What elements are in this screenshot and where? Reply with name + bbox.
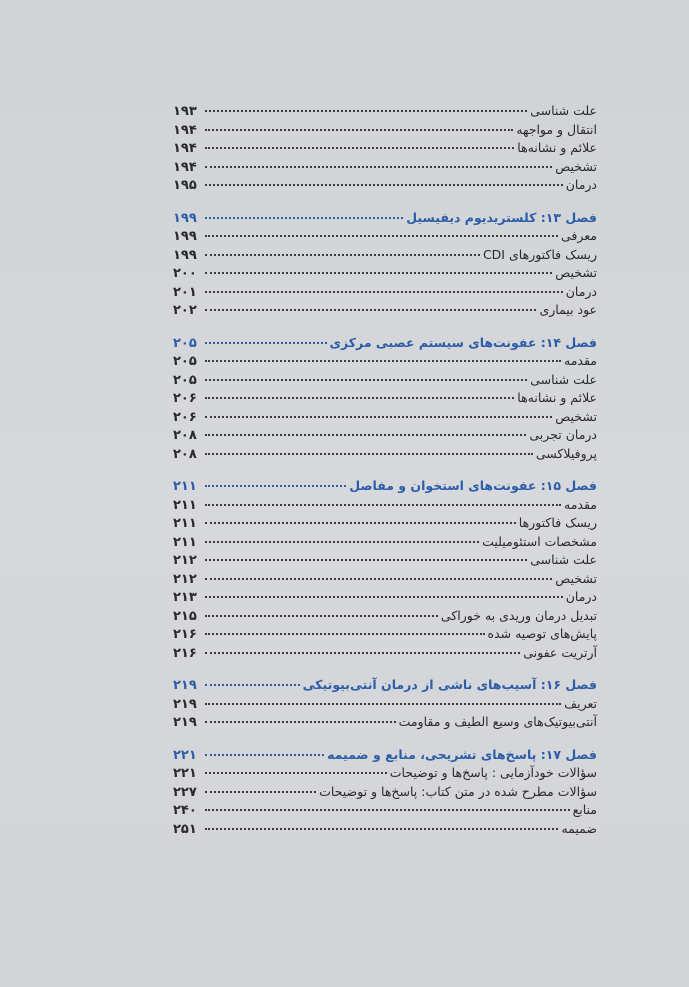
- entry-title: درمان: [565, 283, 597, 299]
- page-number: ۲۱۱: [173, 479, 197, 494]
- page-number: ۲۱۹: [173, 696, 197, 712]
- toc-entry: [173, 607, 597, 626]
- toc-entry: [173, 820, 597, 839]
- page-number: ۲۰۶: [173, 409, 197, 425]
- entry-title: علت شناسی: [530, 371, 597, 387]
- entry-title: سؤالات خودآزمایی : پاسخ‌ها و توضیحات: [389, 765, 597, 780]
- dot-leader: [205, 416, 552, 418]
- dot-leader: [205, 754, 324, 756]
- page-number: ۱۹۹: [173, 210, 197, 226]
- entry-title: پروفیلاکسی: [535, 445, 597, 461]
- page-number: ۲۱۱: [173, 497, 197, 513]
- entry-title: درمان: [565, 589, 597, 604]
- toc-entry: [173, 102, 597, 121]
- page-number: ۲۱۲: [173, 553, 197, 568]
- page-number: ۱۹۴: [173, 159, 197, 175]
- chapter-heading: [173, 746, 597, 765]
- dot-leader: [205, 147, 514, 149]
- chapter-title: فصل ۱۳: کلستریدیوم دیفیسیل: [406, 209, 597, 225]
- entry-title: علت شناسی: [530, 552, 597, 567]
- entry-title: معرفی: [560, 228, 597, 243]
- page-number: ۱۹۵: [173, 178, 197, 193]
- dot-leader: [205, 272, 552, 274]
- dot-leader: [205, 360, 561, 362]
- entry-title: علائم و نشانه‌ها: [517, 140, 597, 155]
- dot-leader: [205, 434, 526, 436]
- entry-title: انتقال و مواجهه: [516, 121, 597, 137]
- dot-leader: [205, 684, 300, 686]
- entry-title: آنتی‌بیوتیک‌های وسیع الطیف و مقاومت: [398, 714, 597, 729]
- toc-entry: [173, 764, 597, 783]
- entry-title: تشخیص: [555, 265, 597, 280]
- toc-section: [173, 209, 597, 320]
- page-number: ۱۹۹: [173, 247, 197, 263]
- toc-entry: [173, 352, 597, 371]
- page-number: ۲۱۹: [173, 678, 197, 693]
- toc-entry: [173, 301, 597, 320]
- chapter-heading: [173, 209, 597, 228]
- entry-title: مقدمه: [564, 496, 597, 512]
- dot-leader: [205, 772, 387, 774]
- dot-leader: [205, 522, 516, 524]
- toc-entry: [173, 408, 597, 427]
- dot-leader: [205, 703, 561, 705]
- page-number: ۲۲۱: [173, 766, 197, 781]
- toc-entry: [173, 227, 597, 246]
- entry-title: ریسک فاکتورهای CDI: [482, 246, 597, 262]
- dot-leader: [205, 652, 520, 654]
- dot-leader: [205, 615, 438, 617]
- toc-entry: [173, 139, 597, 158]
- toc-entry: [173, 246, 597, 265]
- page-number: ۲۲۱: [173, 747, 197, 763]
- dot-leader: [205, 504, 561, 506]
- table-of-contents: [173, 102, 597, 852]
- chapter-title: فصل ۱۷: پاسخ‌های تشریحی، منابع و ضمیمه: [327, 746, 597, 762]
- page-number: ۲۱۶: [173, 627, 197, 642]
- toc-entry: [173, 570, 597, 589]
- toc-section: [173, 334, 597, 464]
- dot-leader: [205, 453, 533, 455]
- page-number: ۱۹۴: [173, 141, 197, 156]
- toc-entry: [173, 695, 597, 714]
- dot-leader: [205, 309, 536, 311]
- page-number: ۲۴۰: [173, 803, 197, 818]
- page-number: ۲۱۱: [173, 516, 197, 531]
- entry-title: منابع: [572, 802, 597, 817]
- entry-title: علائم و نشانه‌ها: [517, 390, 597, 405]
- toc-section: [173, 746, 597, 839]
- entry-title: درمان تجربی: [529, 427, 597, 442]
- page-number: ۲۰۵: [173, 354, 197, 369]
- page-number: ۲۱۱: [173, 534, 197, 550]
- dot-leader: [205, 485, 346, 487]
- dot-leader: [205, 184, 563, 186]
- dot-leader: [205, 397, 514, 399]
- toc-entry: [173, 283, 597, 302]
- dot-leader: [205, 110, 527, 112]
- chapter-heading: [173, 334, 597, 353]
- toc-entry: [173, 514, 597, 533]
- dot-leader: [205, 291, 563, 293]
- toc-entry: [173, 801, 597, 820]
- dot-leader: [205, 809, 570, 811]
- toc-entry: [173, 176, 597, 195]
- toc-entry: [173, 533, 597, 552]
- dot-leader: [205, 596, 563, 598]
- page-number: ۲۱۲: [173, 571, 197, 587]
- dot-leader: [205, 633, 485, 635]
- dot-leader: [205, 828, 558, 830]
- entry-title: مقدمه: [564, 353, 597, 368]
- entry-title: پایش‌های توصیه شده: [487, 626, 597, 641]
- page-number: ۲۱۳: [173, 590, 197, 605]
- toc-entry: [173, 371, 597, 390]
- page-number: ۲۰۲: [173, 303, 197, 318]
- entry-title: عود بیماری: [539, 302, 597, 317]
- toc-entry: [173, 588, 597, 607]
- page-number: ۱۹۳: [173, 104, 197, 119]
- entry-title: تعریف: [564, 695, 597, 711]
- dot-leader: [205, 578, 552, 580]
- dot-leader: [205, 791, 316, 793]
- chapter-title: فصل ۱۶: آسیب‌های ناشی از درمان آنتی‌بیوتیکی: [302, 677, 597, 692]
- dot-leader: [205, 254, 480, 256]
- dot-leader: [205, 166, 552, 168]
- page-number: ۲۱۶: [173, 645, 197, 661]
- dot-leader: [205, 379, 527, 381]
- page-number: ۲۲۷: [173, 784, 197, 800]
- toc-entry: [173, 158, 597, 177]
- page-number: ۲۰۱: [173, 284, 197, 300]
- page-number: ۲۱۵: [173, 608, 197, 624]
- entry-title: علت شناسی: [530, 103, 597, 118]
- entry-title: ضمیمه: [561, 820, 597, 836]
- toc-entry: [173, 551, 597, 570]
- dot-leader: [205, 721, 396, 723]
- toc-entry: [173, 445, 597, 464]
- chapter-heading: [173, 676, 597, 695]
- dot-leader: [205, 235, 558, 237]
- toc-entry: [173, 121, 597, 140]
- toc-entry: [173, 264, 597, 283]
- page-number: ۲۰۶: [173, 391, 197, 406]
- entry-title: ریسک فاکتورها: [518, 515, 597, 530]
- toc-entry: [173, 426, 597, 445]
- entry-title: تشخیص: [555, 158, 597, 174]
- page-number: ۲۱۹: [173, 715, 197, 730]
- entry-title: آرتریت عفونی: [523, 644, 597, 660]
- entry-title: تبدیل درمان وریدی به خوراکی: [440, 607, 597, 623]
- toc-entry: [173, 389, 597, 408]
- entry-title: درمان: [565, 177, 597, 192]
- toc-entry: [173, 713, 597, 732]
- entry-title: تشخیص: [555, 570, 597, 586]
- toc-entry: [173, 783, 597, 802]
- dot-leader: [205, 541, 479, 543]
- chapter-title: فصل ۱۴: عفونت‌های سیستم عصبی مرکزی: [329, 334, 597, 350]
- page-number: ۱۹۴: [173, 122, 197, 138]
- toc-entry: [173, 644, 597, 663]
- dot-leader: [205, 559, 527, 561]
- toc-section: [173, 477, 597, 662]
- page-number: ۱۹۹: [173, 229, 197, 244]
- chapter-title: فصل ۱۵: عفونت‌های استخوان و مفاصل: [349, 478, 597, 493]
- toc-entry: [173, 496, 597, 515]
- dot-leader: [205, 342, 327, 344]
- page-number: ۲۰۵: [173, 335, 197, 351]
- page-number: ۲۰۵: [173, 372, 197, 388]
- page-number: ۲۰۰: [173, 266, 197, 281]
- dot-leader: [205, 217, 403, 219]
- entry-title: تشخیص: [555, 408, 597, 424]
- toc-entry: [173, 625, 597, 644]
- page-number: ۲۵۱: [173, 821, 197, 837]
- page-number: ۲۰۸: [173, 446, 197, 462]
- page-number: ۲۰۸: [173, 428, 197, 443]
- entry-title: مشخصات استئومیلیت: [482, 533, 597, 549]
- toc-section: [173, 676, 597, 732]
- chapter-heading: [173, 477, 597, 496]
- dot-leader: [205, 129, 513, 131]
- toc-section: [173, 102, 597, 195]
- entry-title: سؤالات مطرح شده در متن کتاب: پاسخ‌ها و توضیحات: [319, 783, 597, 799]
